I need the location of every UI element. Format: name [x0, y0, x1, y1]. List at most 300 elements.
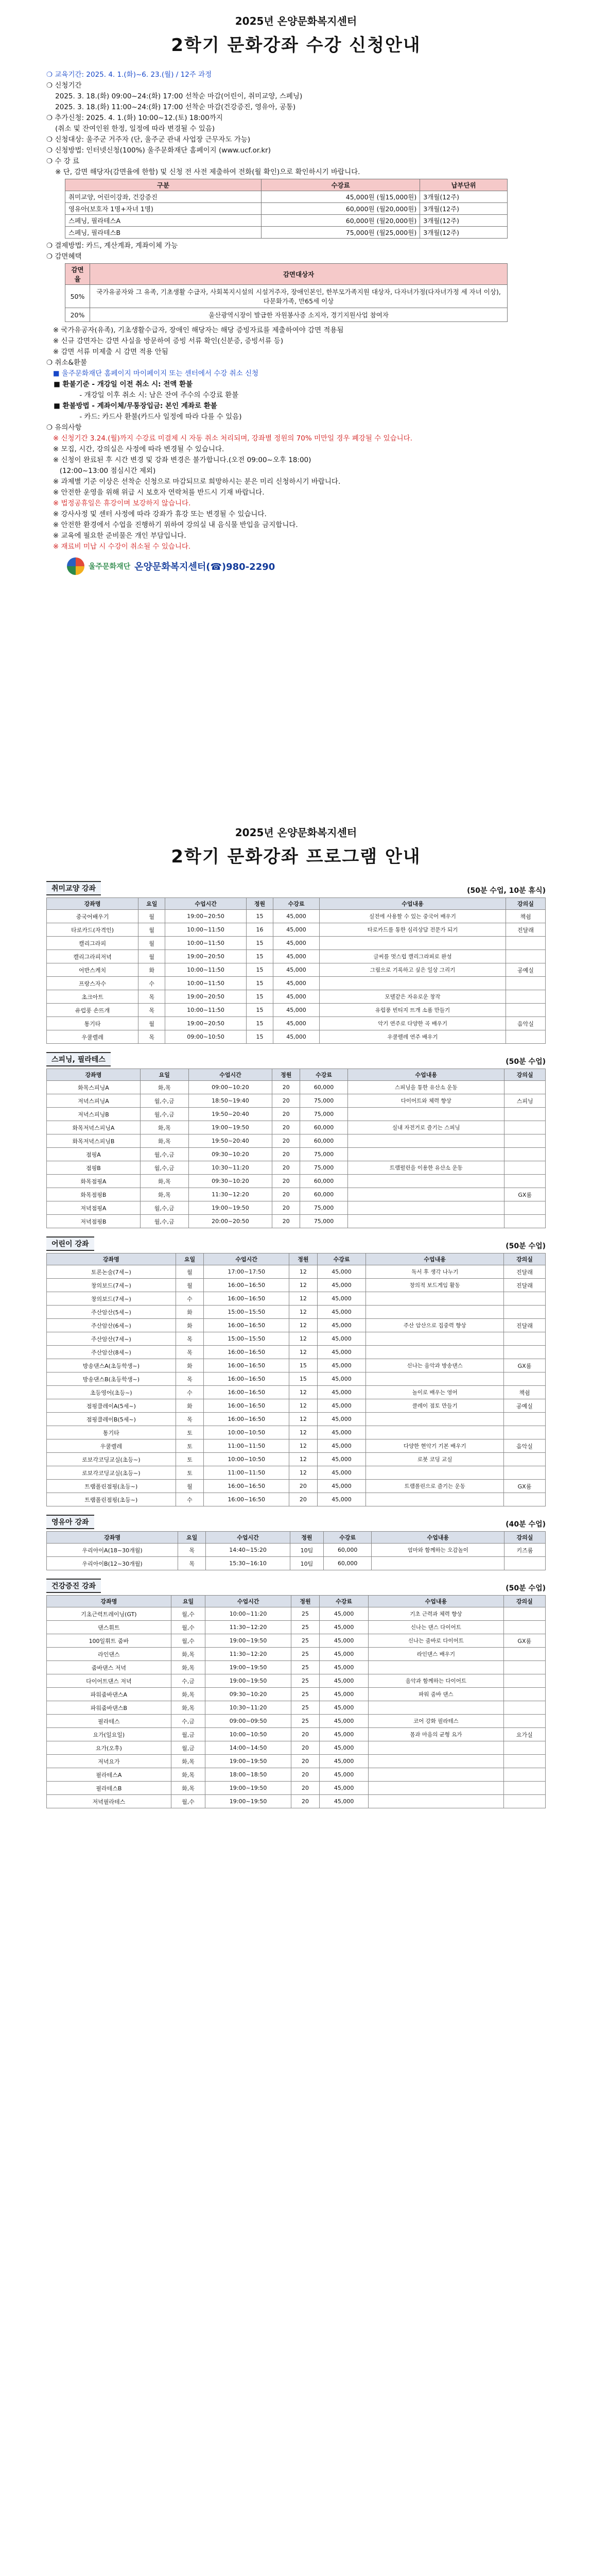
- program-cell: 45,000: [319, 1607, 368, 1621]
- notice-line: ※ 강사사정 및 센터 사정에 따라 강좌가 휴강 또는 변경될 수 있습니다.: [46, 510, 267, 518]
- program-cell: 20: [291, 1782, 319, 1795]
- table-row: [47, 1621, 546, 1634]
- program-cell: 창의적 보드게임 활동: [366, 1279, 504, 1292]
- program-cell: [503, 1768, 545, 1782]
- program-cell: 트램폴린으로 즐기는 운동: [366, 1480, 504, 1493]
- fee-cell: 스페닝, 필라테스B: [65, 227, 262, 239]
- table-row: [47, 1306, 546, 1319]
- program-cell: [504, 1121, 546, 1134]
- program-header: 강의실: [504, 1069, 546, 1081]
- table-row: [47, 910, 546, 923]
- program-section: [46, 1579, 546, 1808]
- program-cell: 목: [176, 1346, 204, 1359]
- page1-subtitle: 2025년 온양문화복지센터: [235, 15, 357, 27]
- notice-line: ※ 단, 감면 해당자(감면율에 한함) 및 신청 전 사전 제출하여 전화(월 확인)으로 확인하시기 바랍니다.: [46, 168, 360, 176]
- notice-line: ※ 국가유공자(유족), 기초생활수급자, 장애인 해당자는 해당 증빙자료를 제출하여야 감면 적용됨: [46, 326, 344, 334]
- program-cell: 타로카드(자격인): [47, 923, 138, 937]
- notice-line: ※ 신규 감면자는 감면 사실을 방문하여 증빙 서류 확인(신분증, 증빙서류 등): [46, 337, 284, 345]
- notice-line: ❍ 취소&환불: [46, 359, 88, 367]
- program-cell: [506, 1030, 545, 1044]
- program-header: 정원: [272, 1069, 300, 1081]
- program-cell: 화: [176, 1306, 204, 1319]
- program-cell: 45,000: [319, 1741, 368, 1755]
- program-cell: 목: [178, 1544, 206, 1557]
- fee-cell: 스페닝, 필라테스A: [65, 215, 262, 227]
- program-table: [46, 1595, 546, 1808]
- program-cell: 라인댄스 배우기: [369, 1648, 503, 1661]
- program-cell: [320, 937, 506, 950]
- program-cell: 월,수: [171, 1634, 205, 1648]
- discount-cell: 국가유공자와 그 유족, 기초생활 수급자, 사회복지시설의 시설거주자, 장애인본인, 한부모가족지원 대상자, 다자녀가정(다자녀가정 세 자녀 이상), 다문화가족, 만65세 이상: [90, 285, 508, 308]
- program-cell: 15: [246, 990, 273, 1004]
- table-row: [47, 1466, 546, 1480]
- fee-row: [65, 227, 508, 239]
- program-cell: [366, 1493, 504, 1506]
- program-cell: 트램펄린을 이용한 유산소 운동: [348, 1161, 504, 1175]
- program-cell: 파워 줌바 댄스: [369, 1688, 503, 1701]
- program-cell: 저녁점핑A: [47, 1201, 141, 1215]
- program-cell: 수: [138, 977, 165, 990]
- notice-line: ❍ 추가신청: 2025. 4. 1.(화) 10:00~12.(토) 18:00까지: [46, 114, 223, 122]
- program-cell: [504, 1466, 546, 1480]
- program-cell: 45,000: [317, 1292, 366, 1306]
- program-table: [46, 1531, 546, 1570]
- program-cell: 목: [176, 1372, 204, 1386]
- notice-line: 2025. 3. 18.(화) 11:00~24:(화) 17:00 선착순 마감(건강증진, 영유아, 공통): [46, 103, 296, 111]
- footer-org: [67, 557, 546, 575]
- program-cell: 월: [138, 910, 165, 923]
- program-cell: 진달래: [506, 923, 545, 937]
- notice-line: ※ 법정공휴일은 휴강이며 보강하지 않습니다.: [46, 499, 191, 507]
- program-cell: 월: [138, 950, 165, 963]
- program-cell: 19:00~19:50: [205, 1674, 291, 1688]
- program-cell: 로봇 코딩 교실: [366, 1453, 504, 1466]
- program-cell: 트램폴린점핑(초등~): [47, 1480, 176, 1493]
- program-cell: [504, 1493, 546, 1506]
- program-cell: [503, 1782, 545, 1795]
- program-cell: 주산암산(8세~): [47, 1346, 176, 1359]
- program-cell: [504, 1426, 546, 1439]
- program-cell: [503, 1607, 545, 1621]
- program-cell: 10:00~11:50: [165, 977, 247, 990]
- org-contact: 온양문화복지센터(☎)980-2290: [134, 562, 275, 572]
- program-cell: 화: [176, 1319, 204, 1332]
- program-cell: [504, 1148, 546, 1161]
- program-cell: 19:50~20:40: [188, 1108, 272, 1121]
- program-cell: 다이어트댄스 저녁: [47, 1674, 171, 1688]
- program-header: 수업시간: [188, 1069, 272, 1081]
- section-note: (50분 수업): [506, 1242, 546, 1250]
- program-cell: 25: [291, 1634, 319, 1648]
- program-cell: 19:00~19:50: [205, 1795, 291, 1808]
- program-cell: [369, 1661, 503, 1674]
- table-row: [47, 1201, 546, 1215]
- program-cell: 45,000: [319, 1634, 368, 1648]
- program-cell: 토론논술(7세~): [47, 1265, 176, 1279]
- program-cell: 공예실: [504, 1399, 546, 1413]
- table-row: [47, 1161, 546, 1175]
- program-cell: 20: [289, 1480, 318, 1493]
- program-cell: 화,목: [171, 1648, 205, 1661]
- table-row: [47, 1688, 546, 1701]
- program-cell: [504, 1292, 546, 1306]
- program-cell: [348, 1108, 504, 1121]
- program-cell: 18:50~19:40: [188, 1094, 272, 1108]
- program-cell: [503, 1795, 545, 1808]
- program-cell: 100일휘트 줌바: [47, 1634, 171, 1648]
- program-cell: 주산암산(5세~): [47, 1306, 176, 1319]
- section-note: (50분 수업): [506, 1058, 546, 1066]
- program-cell: 화목점핑B: [47, 1188, 141, 1201]
- program-cell: [503, 1741, 545, 1755]
- section-header: [46, 1052, 546, 1066]
- program-cell: 화: [138, 963, 165, 977]
- program-cell: 12: [289, 1426, 318, 1439]
- program-cell: 20: [272, 1121, 300, 1134]
- program-cell: 수,금: [171, 1674, 205, 1688]
- program-cell: 라인댄스: [47, 1648, 171, 1661]
- program-cell: 통기타: [47, 1017, 138, 1030]
- program-cell: 중국어배우기: [47, 910, 138, 923]
- program-cell: 글씨를 멋스럽 캘리그라피로 완성: [320, 950, 506, 963]
- table-row: [47, 937, 546, 950]
- fee-cell: 영유아(보호자 1명+자녀 1명): [65, 203, 262, 215]
- program-cell: 토: [176, 1426, 204, 1439]
- page2-title: 2학기 문화강좌 프로그램 안내: [171, 846, 421, 867]
- program-cell: 수: [176, 1493, 204, 1506]
- program-cell: 11:30~12:20: [205, 1648, 291, 1661]
- program-cell: [348, 1134, 504, 1148]
- program-header: 강좌명: [47, 898, 138, 910]
- program-cell: 토: [176, 1453, 204, 1466]
- notice-line: ※ 안전한 운영을 위해 위급 시 보호자 연락처를 반드시 기재 바랍니다.: [46, 488, 265, 497]
- program-cell: 신나는 줌바로 다이어트: [369, 1634, 503, 1648]
- program-cell: 목: [176, 1332, 204, 1346]
- program-cell: 75,000: [300, 1215, 348, 1228]
- table-row: [47, 1648, 546, 1661]
- program-cell: 12: [289, 1319, 318, 1332]
- discount-cell: 50%: [65, 285, 90, 308]
- program-header: 강의실: [506, 898, 545, 910]
- program-cell: [348, 1188, 504, 1201]
- program-cell: 45,000: [273, 937, 319, 950]
- program-header: 요일: [138, 898, 165, 910]
- program-header: 수업시간: [206, 1532, 290, 1544]
- program-header: 수업내용: [372, 1532, 504, 1544]
- program-cell: GX룸: [504, 1359, 546, 1372]
- program-cell: 10팀: [290, 1557, 323, 1570]
- program-cell: 월: [176, 1279, 204, 1292]
- program-cell: 책쉼: [506, 910, 545, 923]
- program-header: 강의실: [504, 1532, 546, 1544]
- fee-row: [65, 203, 508, 215]
- program-cell: 책쉼: [504, 1386, 546, 1399]
- program-cell: [506, 990, 545, 1004]
- program-cell: GX룸: [504, 1480, 546, 1493]
- program-cell: 14:40~15:20: [206, 1544, 290, 1557]
- program-cell: 45,000: [319, 1701, 368, 1715]
- program-cell: 월,수,금: [140, 1161, 188, 1175]
- notice-line: ❍ 수 강 료: [46, 157, 80, 165]
- program-cell: 몸과 마음의 균형 요가: [369, 1728, 503, 1741]
- program-cell: [503, 1755, 545, 1768]
- program-header: 요일: [140, 1069, 188, 1081]
- program-cell: [369, 1768, 503, 1782]
- program-cell: 요가(일요일): [47, 1728, 171, 1741]
- program-cell: 기초근력트레이닝(GT): [47, 1607, 171, 1621]
- program-cell: [504, 1453, 546, 1466]
- fee-row: [65, 215, 508, 227]
- program-cell: 스피닝을 통한 유산소 운동: [348, 1081, 504, 1094]
- program-cell: 20: [272, 1175, 300, 1188]
- discount-header: 감면대상자: [90, 264, 508, 285]
- table-row: [47, 1134, 546, 1148]
- program-cell: 점핑A: [47, 1148, 141, 1161]
- payment-lines: [46, 241, 546, 262]
- program-cell: 공예실: [506, 963, 545, 977]
- program-cell: 10:00~11:50: [165, 963, 247, 977]
- fee-cell: 45,000원 (월15,000원): [261, 191, 420, 203]
- program-cell: [503, 1701, 545, 1715]
- program-cell: 20: [272, 1094, 300, 1108]
- table-row: [47, 1346, 546, 1359]
- program-header: 강좌명: [47, 1532, 178, 1544]
- table-row: [47, 1715, 546, 1728]
- program-cell: [504, 1108, 546, 1121]
- program-cell: 12: [289, 1453, 318, 1466]
- section-title: 어린이 강좌: [46, 1236, 94, 1251]
- program-cell: 09:30~10:20: [205, 1688, 291, 1701]
- program-cell: 주산암산(7세~): [47, 1332, 176, 1346]
- program-cell: 20: [289, 1493, 318, 1506]
- program-cell: 캘리그라피: [47, 937, 138, 950]
- table-row: [47, 1607, 546, 1621]
- program-cell: [504, 1557, 546, 1570]
- program-cell: 45,000: [317, 1399, 366, 1413]
- notice-line: ❍ 신청방법: 인터넷신청(100%) 울주문화재단 홈페이지 (www.ucf.or.kr): [46, 146, 271, 155]
- program-header: 요일: [176, 1253, 204, 1265]
- table-row: [47, 1386, 546, 1399]
- program-cell: 16:00~16:50: [204, 1319, 289, 1332]
- table-row: [47, 1480, 546, 1493]
- program-cell: 20: [272, 1188, 300, 1201]
- program-cell: 캘리그라피저녁: [47, 950, 138, 963]
- program-cell: 15: [289, 1359, 318, 1372]
- table-row: [47, 1279, 546, 1292]
- page1-title: 2학기 문화강좌 수강 신청안내: [171, 35, 421, 56]
- program-cell: 15: [246, 950, 273, 963]
- fee-header: 수강료: [261, 179, 420, 191]
- program-cell: 19:50~20:40: [188, 1134, 272, 1148]
- program-cell: 09:30~10:20: [188, 1148, 272, 1161]
- program-cell: 45,000: [319, 1755, 368, 1768]
- notice-line: ※ 안전한 환경에서 수업을 진행하기 위하여 강의실 내 음식물 반입을 금지합니다.: [46, 521, 298, 529]
- program-cell: 11:00~11:50: [204, 1466, 289, 1480]
- program-cell: 창의보드(7세~): [47, 1292, 176, 1306]
- program-guide: [46, 824, 546, 1808]
- notice-line: - 카드: 카드사 환불(카드사 일정에 따라 다를 수 있음): [46, 413, 242, 421]
- program-cell: [506, 1004, 545, 1017]
- program-cell: 월,금: [171, 1741, 205, 1755]
- program-cell: 점핑클레이A(5세~): [47, 1399, 176, 1413]
- program-header: 수업시간: [205, 1596, 291, 1607]
- program-cell: [503, 1674, 545, 1688]
- program-cell: 20: [272, 1161, 300, 1175]
- program-cell: 10:30~11:20: [188, 1161, 272, 1175]
- section-header: [46, 1579, 546, 1593]
- table-row: [47, 1741, 546, 1755]
- program-cell: 화,목: [171, 1688, 205, 1701]
- program-header: 수강료: [323, 1532, 372, 1544]
- table-row: [47, 1004, 546, 1017]
- program-cell: 16:00~16:50: [204, 1493, 289, 1506]
- program-cell: [504, 1413, 546, 1426]
- table-row: [47, 1332, 546, 1346]
- program-cell: 우쿨렐레: [47, 1439, 176, 1453]
- program-cell: [503, 1688, 545, 1701]
- logo-text: 울주문화재단: [89, 563, 131, 571]
- program-cell: 20: [272, 1081, 300, 1094]
- table-row: [47, 923, 546, 937]
- program-cell: 월,수: [171, 1621, 205, 1634]
- program-cell: 45,000: [319, 1661, 368, 1674]
- program-cell: 20: [272, 1201, 300, 1215]
- program-cell: 09:00~10:50: [165, 1030, 247, 1044]
- program-cell: 실전에 사용할 수 있는 중국어 배우기: [320, 910, 506, 923]
- program-cell: [504, 1372, 546, 1386]
- program-cell: 저녁스피닝A: [47, 1094, 141, 1108]
- program-cell: 45,000: [317, 1466, 366, 1480]
- program-cell: 15:30~16:10: [206, 1557, 290, 1570]
- program-cell: 월: [176, 1265, 204, 1279]
- table-row: [47, 977, 546, 990]
- program-cell: 화,목: [171, 1782, 205, 1795]
- program-cell: 45,000: [317, 1319, 366, 1332]
- table-row: [47, 963, 546, 977]
- notice-line: ❍ 교육기간: 2025. 4. 1.(화)~6. 23.(월) / 12주 과정: [46, 71, 212, 79]
- program-cell: 화: [176, 1399, 204, 1413]
- table-row: [47, 1413, 546, 1426]
- fee-cell: 3개월(12주): [420, 203, 508, 215]
- program-cell: 저녁스피닝B: [47, 1108, 141, 1121]
- program-cell: 월: [138, 923, 165, 937]
- program-cell: 트램폴린점핑(초등~): [47, 1493, 176, 1506]
- table-row: [47, 1782, 546, 1795]
- program-cell: 20:00~20:50: [188, 1215, 272, 1228]
- program-header: 수업내용: [369, 1596, 503, 1607]
- program-cell: 15:00~15:50: [204, 1332, 289, 1346]
- program-cell: 화목저녁스피닝A: [47, 1121, 141, 1134]
- fee-cell: 3개월(12주): [420, 215, 508, 227]
- program-cell: 15: [246, 910, 273, 923]
- program-cell: 45,000: [317, 1493, 366, 1506]
- program-header-row: [47, 898, 546, 910]
- program-cell: 저녁요가: [47, 1755, 171, 1768]
- program-cell: [504, 1134, 546, 1148]
- program-cell: 목: [176, 1413, 204, 1426]
- program-cell: [504, 1081, 546, 1094]
- program-cell: [506, 937, 545, 950]
- program-cell: 19:00~19:50: [205, 1661, 291, 1674]
- program-header: 수업내용: [348, 1069, 504, 1081]
- program-cell: 방송댄스A(초등학생~): [47, 1359, 176, 1372]
- program-header: 강좌명: [47, 1069, 141, 1081]
- table-row: [47, 1359, 546, 1372]
- program-cell: 19:00~19:50: [205, 1782, 291, 1795]
- program-cell: 어반스케치: [47, 963, 138, 977]
- program-cell: 유럽풍 빈티지 뜨개 소품 만들기: [320, 1004, 506, 1017]
- program-cell: 60,000: [300, 1121, 348, 1134]
- program-cell: 09:00~10:20: [188, 1081, 272, 1094]
- program-cell: 19:00~19:50: [205, 1634, 291, 1648]
- program-cell: 16:00~16:50: [204, 1372, 289, 1386]
- discount-table: [65, 263, 508, 322]
- program-cell: 목: [138, 1004, 165, 1017]
- program-header: 강의실: [503, 1596, 545, 1607]
- program-cell: 수: [176, 1386, 204, 1399]
- program-cell: 20: [291, 1728, 319, 1741]
- program-cell: 45,000: [319, 1688, 368, 1701]
- program-cell: 45,000: [319, 1621, 368, 1634]
- program-cell: 45,000: [319, 1728, 368, 1741]
- program-cell: 45,000: [273, 977, 319, 990]
- program-cell: 25: [291, 1607, 319, 1621]
- program-cell: 놀이로 배우는 영어: [366, 1386, 504, 1399]
- fee-table: [65, 179, 508, 239]
- program-cell: 25: [291, 1715, 319, 1728]
- program-cell: 20: [272, 1215, 300, 1228]
- table-row: [47, 1755, 546, 1768]
- program-cell: 16:00~16:50: [204, 1413, 289, 1426]
- program-cell: [506, 950, 545, 963]
- program-cell: 45,000: [317, 1359, 366, 1372]
- program-cell: GX룸: [503, 1634, 545, 1648]
- program-cell: 12: [289, 1386, 318, 1399]
- program-header-row: [47, 1596, 546, 1607]
- program-cell: 12: [289, 1265, 318, 1279]
- section-header: [46, 1515, 546, 1529]
- program-cell: 월,수: [171, 1795, 205, 1808]
- table-row: [47, 1188, 546, 1201]
- program-cell: 12: [289, 1466, 318, 1480]
- program-cell: 수,금: [171, 1715, 205, 1728]
- program-cell: 코어 강화 필라테스: [369, 1715, 503, 1728]
- table-row: [47, 1372, 546, 1386]
- program-cell: 화: [176, 1359, 204, 1372]
- program-cell: 10:00~11:50: [165, 1004, 247, 1017]
- program-cell: 16:00~16:50: [204, 1480, 289, 1493]
- program-cell: 파워줌바댄스A: [47, 1688, 171, 1701]
- program-cell: [504, 1306, 546, 1319]
- table-row: [47, 1017, 546, 1030]
- program-cell: 화,목: [171, 1768, 205, 1782]
- program-table: [46, 1253, 546, 1506]
- fee-header: 납부단위: [420, 179, 508, 191]
- table-row: [47, 1108, 546, 1121]
- program-cell: 화,목: [140, 1175, 188, 1188]
- program-cell: [503, 1715, 545, 1728]
- program-cell: 초크아트: [47, 990, 138, 1004]
- notice-line: ※ 교육에 필요한 준비물은 개인 부담입니다.: [46, 532, 186, 540]
- table-row: [47, 1544, 546, 1557]
- program-header: 정원: [290, 1532, 323, 1544]
- program-cell: 16:00~16:50: [204, 1279, 289, 1292]
- program-section: [46, 1052, 546, 1228]
- notice-line: (12:00~13:00 점심시간 제외): [46, 467, 156, 475]
- discount-row: [65, 308, 508, 322]
- program-cell: 16:00~16:50: [204, 1292, 289, 1306]
- program-cell: 필라테스B: [47, 1782, 171, 1795]
